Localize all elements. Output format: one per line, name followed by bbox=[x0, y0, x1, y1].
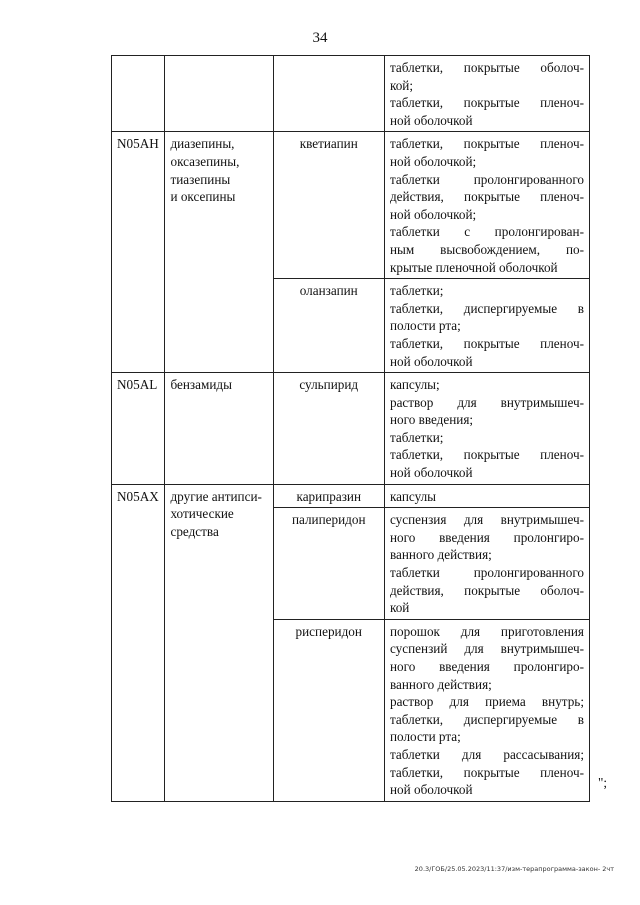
dosage-forms-cell bbox=[384, 508, 589, 620]
dosage-forms-cell bbox=[384, 373, 589, 485]
text-line: порошок для приготовления bbox=[389, 623, 584, 639]
text-line: бензамиды bbox=[170, 377, 232, 393]
text-line: таблетки пролонгированного bbox=[389, 171, 584, 187]
text-line: ной оболочкой bbox=[389, 112, 473, 128]
text-line: таблетки, покрытые пленоч- bbox=[389, 136, 584, 152]
drug-name-cell: палиперидон bbox=[273, 508, 384, 620]
table-row bbox=[112, 373, 590, 485]
text-line: таблетки; bbox=[389, 283, 444, 299]
text-line: ной оболочкой; bbox=[389, 206, 477, 222]
text-line: действия, покрытые пленоч- bbox=[389, 189, 584, 205]
text-line: таблетки, покрытые пленоч- bbox=[389, 95, 584, 111]
drug-name-cell: оланзапин bbox=[273, 279, 384, 373]
drug-name-cell: рисперидон bbox=[273, 619, 384, 801]
drug-group-cell bbox=[165, 484, 273, 801]
text-line: ного введения; bbox=[389, 412, 474, 428]
text-line: ной оболочкой; bbox=[389, 153, 477, 169]
dosage-forms-cell bbox=[384, 619, 589, 801]
text-line: таблетки, диспергируемые в bbox=[389, 300, 584, 316]
text-line: ванного действия; bbox=[389, 547, 492, 563]
dosage-forms-cell bbox=[384, 56, 589, 132]
text-line: таблетки, диспергируемые в bbox=[389, 711, 584, 727]
text-line: ванного действия; bbox=[389, 676, 492, 692]
table-row bbox=[112, 56, 590, 132]
text-line: полости рта; bbox=[389, 318, 461, 334]
text-line: таблетки; bbox=[389, 429, 444, 445]
text-line: ной оболочкой bbox=[389, 782, 473, 798]
text-line: тиазепины bbox=[170, 171, 231, 187]
text-line: ной оболочкой bbox=[389, 353, 473, 369]
atc-code-cell: N05AH bbox=[112, 132, 165, 373]
text-line: капсулы; bbox=[389, 377, 440, 393]
text-line: ным высвобождением, по- bbox=[389, 241, 584, 257]
drug-name-cell: карипразин bbox=[273, 484, 384, 508]
text-line: крытые пленочной оболочкой bbox=[389, 259, 558, 275]
text-line: таблетки пролонгированного bbox=[389, 565, 584, 581]
table-row bbox=[112, 484, 590, 508]
text-line: кой bbox=[389, 600, 410, 616]
dosage-forms-cell bbox=[384, 279, 589, 373]
drug-name-cell: сульпирид bbox=[273, 373, 384, 485]
drug-name-cell: кветиапин bbox=[273, 132, 384, 279]
text-line: капсулы bbox=[389, 488, 437, 504]
drug-group-cell bbox=[165, 373, 273, 485]
text-line: оксазепины, bbox=[170, 153, 240, 169]
drug-name-cell bbox=[273, 56, 384, 132]
text-line: действия, покрытые оболоч- bbox=[389, 582, 584, 598]
text-line: раствор для приема внутрь; bbox=[389, 694, 584, 710]
text-line: таблетки, покрытые пленоч- bbox=[389, 764, 584, 780]
text-line: ного введения пролонгиро- bbox=[389, 529, 584, 545]
text-line: диазепины, bbox=[170, 136, 235, 152]
dosage-forms-cell bbox=[384, 132, 589, 279]
text-line: таблетки с пролонгирован- bbox=[389, 224, 584, 240]
text-line: другие антипси- bbox=[170, 488, 262, 504]
table-row bbox=[112, 132, 590, 279]
atc-code-cell bbox=[112, 56, 165, 132]
text-line: суспензия для внутримышеч- bbox=[389, 512, 584, 528]
text-line: раствор для внутримышеч- bbox=[389, 394, 584, 410]
atc-code-cell: N05AX bbox=[112, 484, 165, 801]
text-line: кой; bbox=[389, 77, 414, 93]
text-line: таблетки, покрытые пленоч- bbox=[389, 447, 584, 463]
atc-code-cell: N05AL bbox=[112, 373, 165, 485]
footer-stamp: 20.3/ГОБ/25.05.2023/11:37/изм-терапрограмма-закон- 2чт bbox=[414, 865, 614, 873]
dosage-forms-cell bbox=[384, 484, 589, 508]
closing-quote: "; bbox=[598, 775, 608, 790]
text-line: средства bbox=[170, 523, 219, 539]
drug-table bbox=[111, 55, 590, 802]
drug-group-cell bbox=[165, 56, 273, 132]
page-number: 34 bbox=[312, 30, 328, 46]
text-line: таблетки для рассасывания; bbox=[389, 746, 584, 762]
text-line: полости рта; bbox=[389, 729, 461, 745]
text-line: таблетки, покрытые оболоч- bbox=[389, 60, 584, 75]
text-line: суспензий для внутримышеч- bbox=[389, 641, 584, 657]
drug-group-cell bbox=[165, 132, 273, 373]
text-line: ного введения пролонгиро- bbox=[389, 659, 584, 674]
table-body bbox=[112, 56, 590, 802]
text-line: и оксепины bbox=[170, 189, 236, 205]
text-line: таблетки, покрытые пленоч- bbox=[389, 335, 584, 351]
text-line: хотические bbox=[170, 506, 234, 522]
text-line: ной оболочкой bbox=[389, 465, 473, 481]
